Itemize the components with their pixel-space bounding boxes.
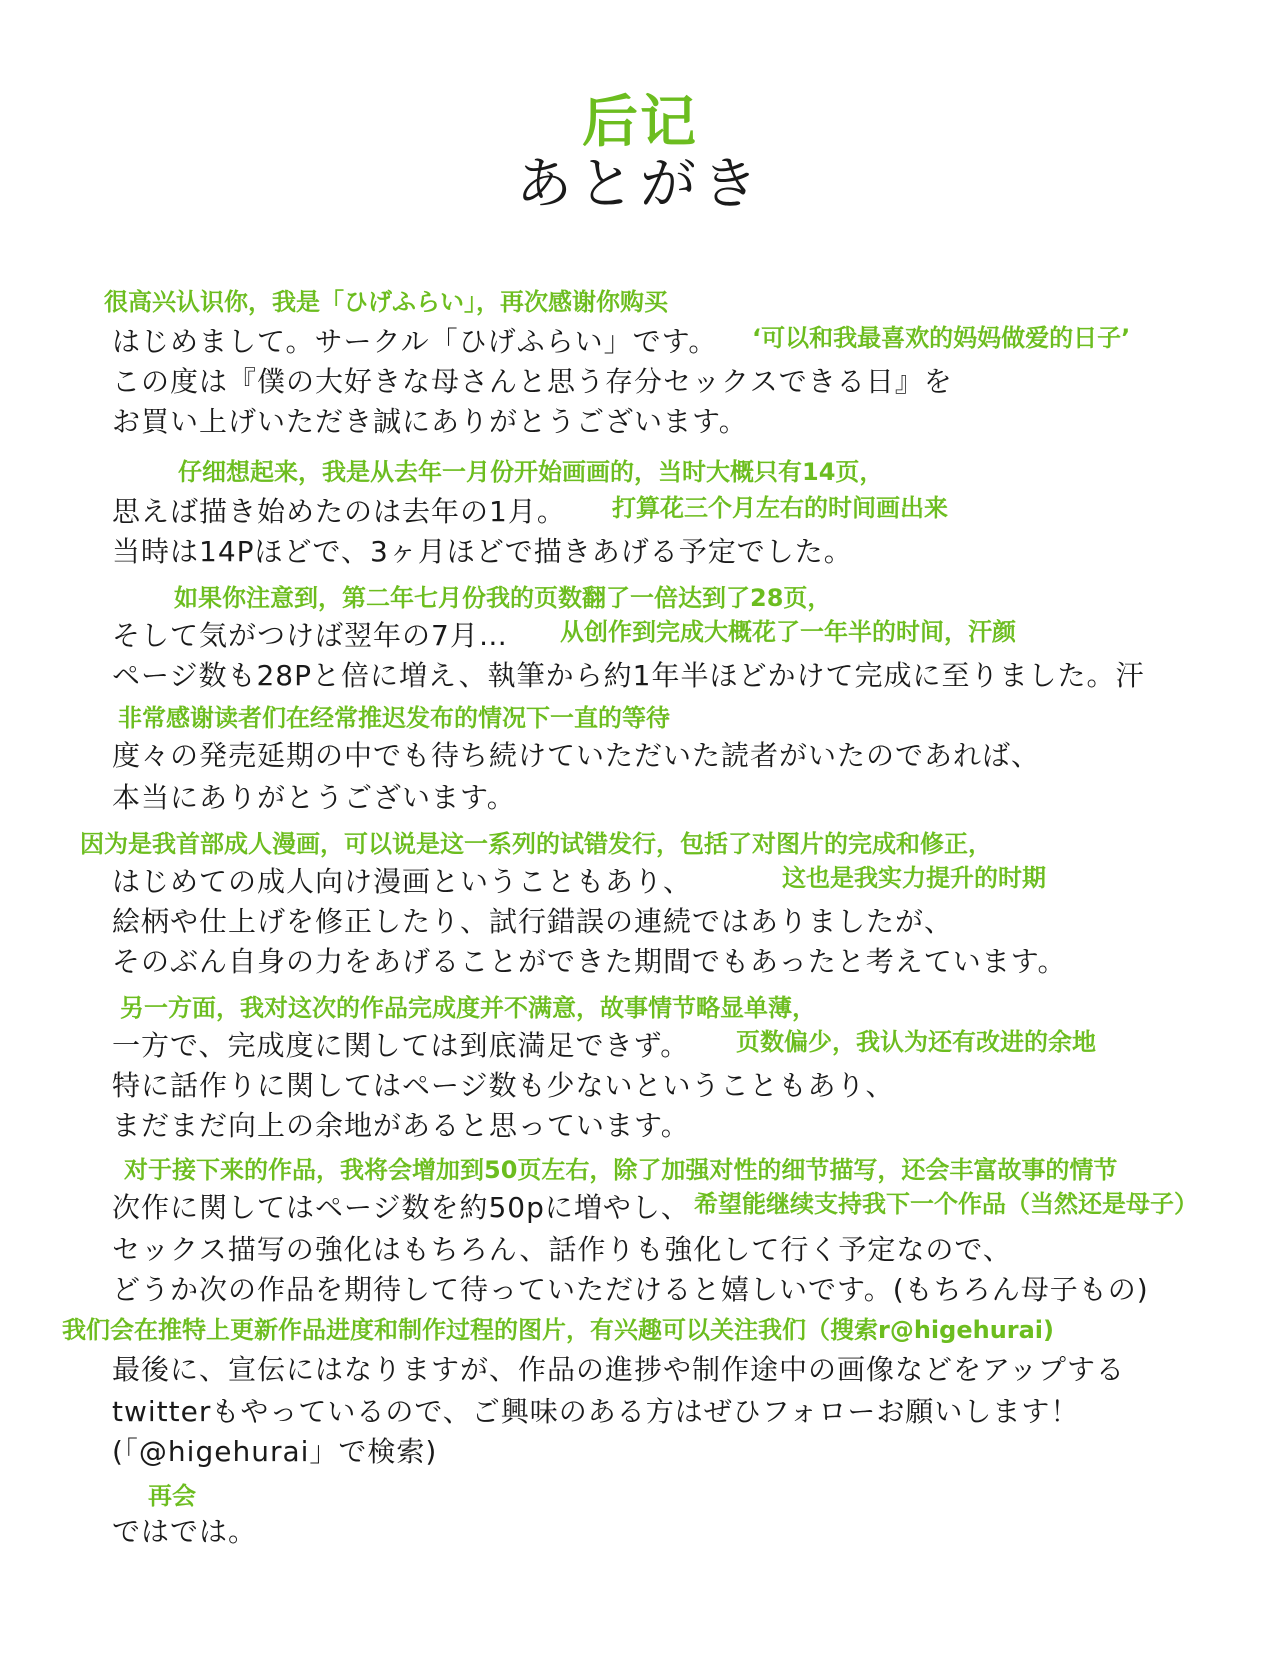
jp-line: まだまだ向上の余地があると思っています。 [112, 1109, 690, 1142]
jp-line: はじめまして。サークル「ひげふらい」です。 [112, 325, 718, 358]
cn-note: 我们会在推特上更新作品进度和制作过程的图片，有兴趣可以关注我们（搜索r@higehurai) [62, 1316, 1055, 1344]
jp-line: この度は『僕の大好きな母さんと思う存分セックスできる日』を [112, 365, 953, 398]
cn-note: 非常感谢读者们在经常推迟发布的情况下一直的等待 [118, 704, 670, 732]
cn-note: 另一方面，我对这次的作品完成度并不满意，故事情节略显单薄， [120, 994, 816, 1022]
jp-line: 特に話作りに関してはページ数も少ないということもあり、 [112, 1069, 895, 1102]
jp-line: お買い上げいただき誠にありがとうございます。 [112, 405, 748, 438]
jp-line: 本当にありがとうございます。 [112, 781, 516, 814]
cn-note: 很高兴认识你，我是「ひげふらい」，再次感谢你购买 [104, 288, 668, 316]
jp-line: 当時は14Pほどで、3ヶ月ほどで描きあげる予定でした。 [112, 535, 853, 568]
jp-line: 思えば描き始めたのは去年の1月。 [112, 495, 566, 528]
cn-note: 打算花三个月左右的时间画出来 [612, 494, 948, 522]
title-japanese: あとがき [516, 152, 764, 217]
cn-note: ‘可以和我最喜欢的妈妈做爱的日子’ [752, 324, 1131, 352]
jp-line: 次作に関してはページ数を約50pに増やし、 [112, 1191, 690, 1224]
jp-line: セックス描写の強化はもちろん、話作りも強化して行く予定なので、 [112, 1233, 1012, 1266]
jp-line: そのぶん自身の力をあげることができた期間でもあったと考えています。 [112, 945, 1067, 978]
cn-note: 希望能继续支持我下一个作品（当然还是母子） [694, 1190, 1198, 1218]
jp-line: ページ数も28Pと倍に増え、執筆から約1年半ほどかけて完成に至りました。汗 [112, 659, 1145, 692]
cn-note: 从创作到完成大概花了一年半的时间，汗颜 [560, 618, 1016, 646]
cn-note: 再会 [148, 1482, 196, 1510]
cn-note: 因为是我首部成人漫画，可以说是这一系列的试错发行，包括了对图片的完成和修正， [80, 830, 992, 858]
jp-line: twitterもやっているので、ご興味のある方はぜひフォローお願いします！ [112, 1395, 1080, 1428]
jp-line: はじめての成人向け漫画ということもあり、 [112, 865, 693, 898]
jp-line: ではでは。 [112, 1515, 258, 1548]
cn-note: 仔细想起来，我是从去年一月份开始画画的，当时大概只有14页， [178, 458, 884, 486]
cn-note: 页数偏少，我认为还有改进的余地 [736, 1028, 1096, 1056]
jp-line: 絵柄や仕上げを修正したり、試行錯誤の連続ではありましたが、 [112, 905, 954, 938]
cn-note: 如果你注意到，第二年七月份我的页数翻了一倍达到了28页， [174, 584, 832, 612]
jp-line: 一方で、完成度に関しては到底満足できず。 [112, 1029, 690, 1062]
jp-line: (「@higehurai」で検索) [112, 1435, 438, 1468]
jp-line: 度々の発売延期の中でも待ち続けていただいた読者がいたのであれば、 [112, 739, 1041, 772]
jp-line: 最後に、宣伝にはなりますが、作品の進捗や制作途中の画像などをアップする [112, 1353, 1126, 1386]
cn-note: 这也是我实力提升的时期 [782, 864, 1046, 892]
jp-line: そして気がつけば翌年の7月… [112, 619, 508, 652]
jp-line: どうか次の作品を期待して待っていただけると嬉しいです。(もちろん母子もの) [112, 1273, 1149, 1306]
cn-note: 对于接下来的作品，我将会增加到50页左右，除了加强对性的细节描写，还会丰富故事的情节 [124, 1156, 1118, 1184]
title-chinese: 后记 [582, 90, 698, 155]
